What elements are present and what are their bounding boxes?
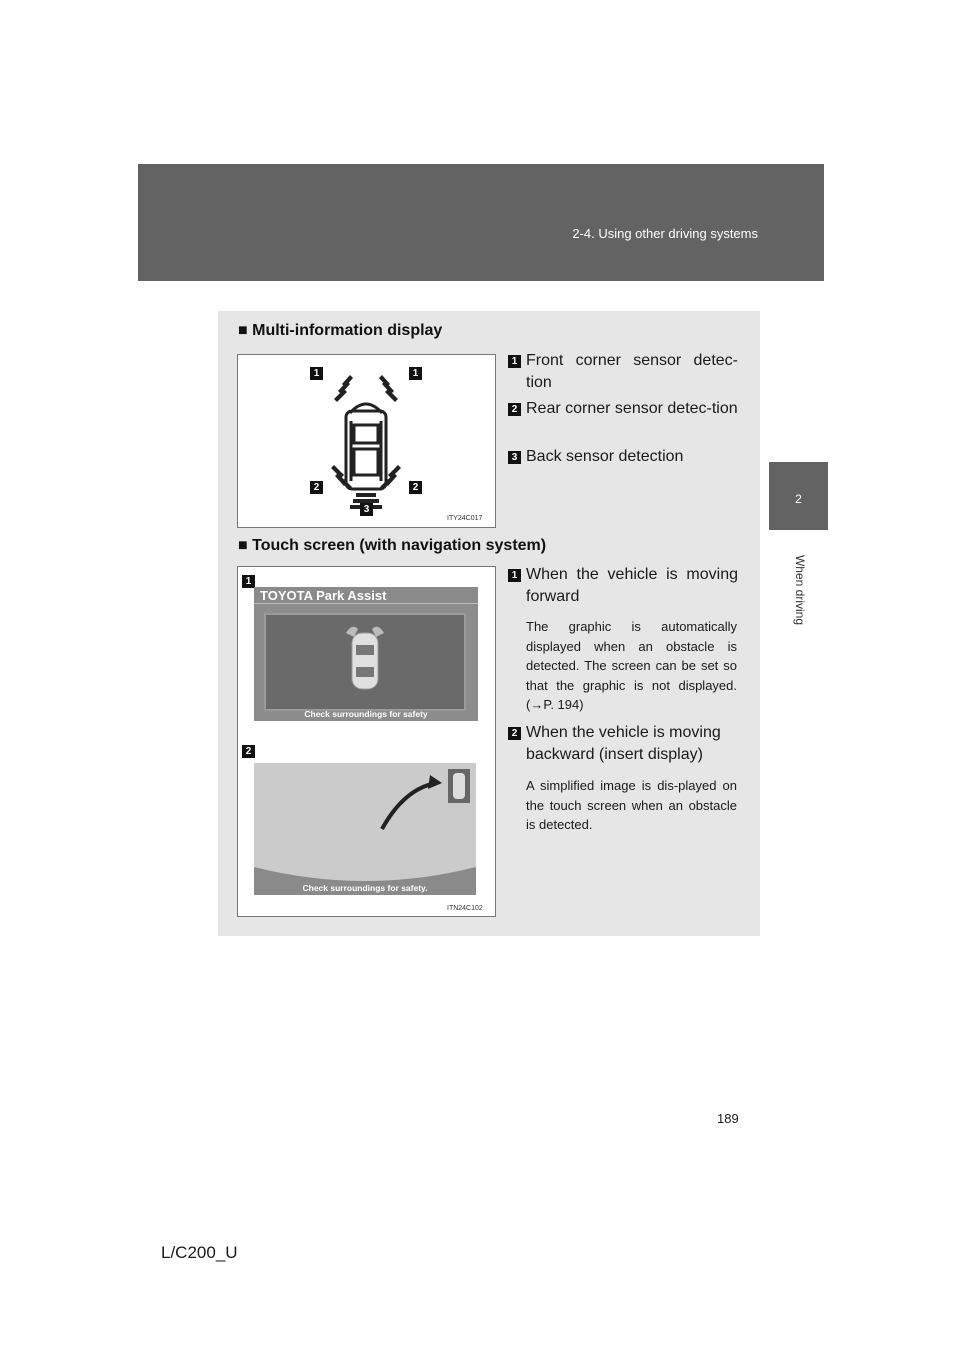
list-item xyxy=(508,722,738,766)
touch-screen-figure xyxy=(237,566,496,917)
car-with-sensors-icon xyxy=(266,615,464,709)
item-note: The graphic is automatically displayed when an obstacle is detected. The screen can be set so that the graphic is not displayed. (→P. 194) xyxy=(526,619,737,712)
section-heading-touch-screen: ■ Touch screen (with navigation system) xyxy=(238,537,547,554)
car-top-view-icon xyxy=(346,404,386,489)
figure-marker: 1 xyxy=(242,575,255,588)
item-marker: 3 xyxy=(508,451,521,464)
section-heading-multi-information: ■ Multi-information display xyxy=(238,322,443,339)
item-marker: 1 xyxy=(508,355,521,368)
front-left-sensor-wave-icon xyxy=(334,375,353,402)
list-item xyxy=(508,398,738,420)
figure-marker: 2 xyxy=(242,745,255,758)
figure-code: ITY24C017 xyxy=(447,515,483,522)
figure-marker: 1 xyxy=(409,367,422,380)
park-assist-title: TOYOTA Park Assist xyxy=(254,587,478,604)
list-item xyxy=(508,350,738,394)
item-marker: 1 xyxy=(508,569,521,582)
car-sensor-diagram xyxy=(238,355,495,527)
figure-code: ITN24C102 xyxy=(447,905,483,912)
chapter-label: When driving xyxy=(793,554,807,626)
section-title: 2-4. Using other driving systems xyxy=(572,226,758,241)
rear-right-sensor-wave-icon xyxy=(380,465,401,490)
figure-marker: 2 xyxy=(409,481,422,494)
item-text: Front corner sensor detec-tion xyxy=(526,352,738,391)
park-assist-screen xyxy=(254,587,478,721)
item-text: Back sensor detection xyxy=(526,448,684,465)
list-item xyxy=(508,564,738,608)
figure-marker: 3 xyxy=(360,503,373,516)
front-right-sensor-wave-icon xyxy=(379,375,398,402)
screen-caption: Check surroundings for safety. xyxy=(302,883,428,893)
park-assist-view xyxy=(264,613,466,711)
item-marker: 2 xyxy=(508,727,521,740)
figure-marker: 2 xyxy=(310,481,323,494)
item-text: When the vehicle is moving forward xyxy=(526,566,738,605)
page-number: 189 xyxy=(717,1111,739,1126)
item-note: A simplified image is dis-played on the touch screen when an obstacle is detected. xyxy=(526,778,737,832)
figure-marker: 1 xyxy=(310,367,323,380)
screen-caption: Check surroundings for safety xyxy=(304,709,428,719)
rear-left-sensor-wave-icon xyxy=(331,465,352,490)
sensor-figure xyxy=(237,354,496,528)
rear-view-graphic xyxy=(254,763,476,895)
item-text: Rear corner sensor detec-tion xyxy=(526,400,738,417)
rear-camera-screen xyxy=(254,763,476,895)
list-item xyxy=(508,446,738,468)
item-marker: 2 xyxy=(508,403,521,416)
chapter-tab xyxy=(769,462,828,530)
chapter-number: 2 xyxy=(795,492,802,506)
item-text: When the vehicle is moving backward (insert display) xyxy=(526,724,721,763)
model-code: L/C200_U xyxy=(161,1243,238,1262)
chapter-header xyxy=(138,164,824,281)
